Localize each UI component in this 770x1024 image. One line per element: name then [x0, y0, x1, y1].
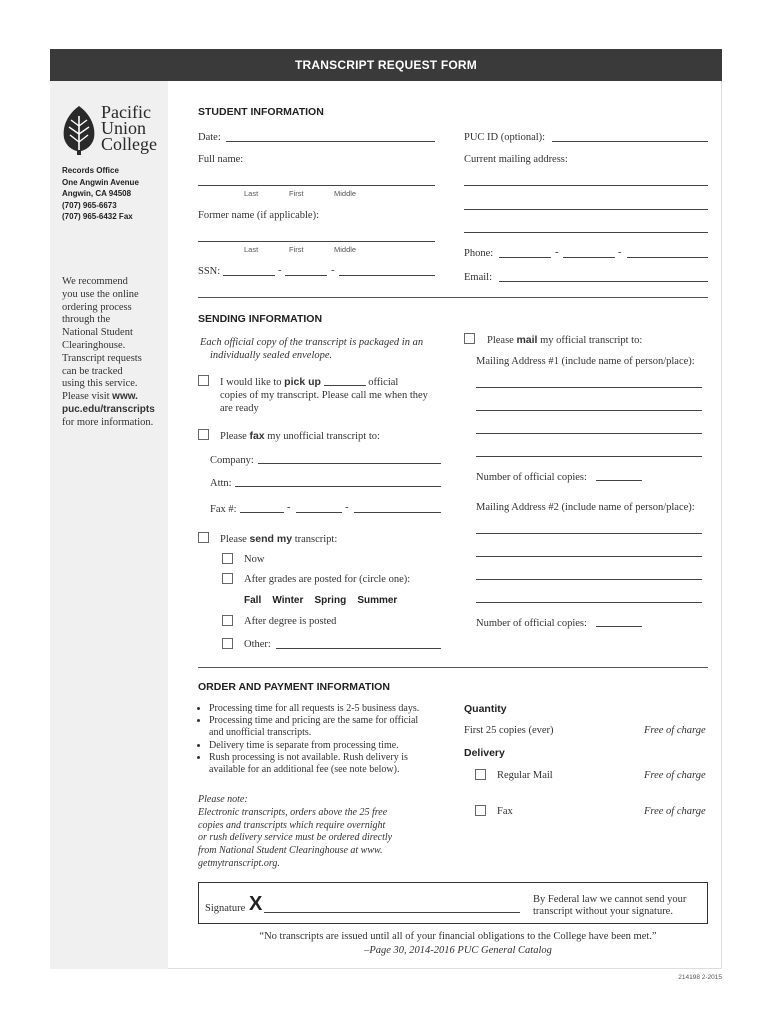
email-label: Email: [464, 272, 492, 283]
attn-field[interactable] [235, 486, 441, 487]
federal-law-note: By Federal law we cannot send your transcript without your signature. [533, 894, 687, 917]
phone-label: Phone: [464, 248, 494, 259]
date-label: Date: [198, 132, 221, 143]
mail-text: Please mail my official transcript to: [487, 334, 643, 346]
name-first-caption: First [289, 189, 304, 198]
phone-field-2[interactable] [563, 257, 615, 258]
copies-2-label: Number of official copies: [476, 618, 587, 629]
copies-1-field[interactable] [596, 480, 642, 481]
now-checkbox[interactable] [222, 553, 233, 564]
envelope-note: Each official copy of the transcript is packaged in an individually sealed envelope. [200, 337, 424, 361]
quantity-heading: Quantity [464, 703, 507, 715]
mailing-address-1-line-1[interactable] [476, 387, 702, 388]
mailing-address-1-line-3[interactable] [476, 433, 702, 434]
company-field[interactable] [258, 463, 441, 464]
order-bullets [198, 703, 453, 776]
bullet-item: • Processing time for all requests is 2-5 business days. [209, 703, 453, 715]
free-of-charge-mail: Free of charge [644, 770, 706, 781]
logo-line-1: Pacific [101, 102, 151, 122]
logo-line-2: Union [101, 118, 146, 138]
fax-number-field-1[interactable] [240, 512, 284, 513]
ssn-field-2[interactable] [285, 275, 327, 276]
fax-number-label: Fax #: [210, 504, 237, 515]
mail-checkbox[interactable] [464, 333, 475, 344]
attn-label: Attn: [210, 478, 232, 489]
regular-mail-checkbox[interactable] [475, 769, 486, 780]
link-transcripts[interactable]: puc.edu/transcripts [62, 403, 155, 415]
mailing-address-2-label: Mailing Address #2 (include name of person/place): [476, 502, 695, 513]
financial-obligation-quote: “No transcripts are issued until all of your financial obligations to the College have been met.” [259, 931, 657, 942]
fax-dash-1: - [287, 502, 291, 513]
delivery-heading: Delivery [464, 747, 505, 759]
other-field[interactable] [276, 648, 441, 649]
term-winter[interactable]: Winter [272, 595, 304, 606]
after-grades-label: After grades are posted for (circle one): [244, 574, 411, 585]
mailing-address-line-2[interactable] [464, 209, 708, 210]
pickup-copies-field[interactable] [324, 385, 366, 386]
mailing-address-2-line-4[interactable] [476, 602, 702, 603]
bullet-item: • Processing time and pricing are the same for official and unofficial transcripts. [209, 715, 453, 739]
other-label: Other: [244, 639, 271, 650]
send-checkbox[interactable] [198, 532, 209, 543]
college-logo [60, 104, 170, 159]
mailing-address-1-label: Mailing Address #1 (include name of person/place): [476, 356, 695, 367]
phone-field-3[interactable] [627, 257, 708, 258]
puc-id-label: PUC ID (optional): [464, 132, 546, 143]
free-of-charge-copies: Free of charge [644, 725, 706, 736]
after-degree-checkbox[interactable] [222, 615, 233, 626]
after-grades-checkbox[interactable] [222, 573, 233, 584]
name-last-caption: Last [244, 189, 259, 198]
email-field[interactable] [499, 281, 708, 282]
term-summer[interactable]: Summer [357, 595, 398, 606]
first-25-label: First 25 copies (ever) [464, 725, 554, 736]
term-spring[interactable]: Spring [314, 595, 347, 606]
mailing-address-line-1[interactable] [464, 185, 708, 186]
sending-info-title: SENDING INFORMATION [198, 313, 323, 325]
regular-mail-label: Regular Mail [497, 770, 553, 781]
copies-1-label: Number of official copies: [476, 472, 587, 483]
fax-delivery-label: Fax [497, 806, 513, 817]
mailing-address-line-3[interactable] [464, 232, 708, 233]
tree-leaf-icon [60, 104, 98, 156]
form-code: 214198 2-2015 [678, 974, 722, 981]
bullet-item: • Rush processing is not available. Rush delivery is available for an additional fee (see note below). [209, 752, 453, 776]
quote-source: –Page 30, 2014-2016 PUC General Catalog [364, 945, 552, 956]
former-name-label: Former name (if applicable): [198, 210, 319, 221]
form-title: TRANSCRIPT REQUEST FORM [50, 49, 722, 81]
ssn-field-1[interactable] [223, 275, 275, 276]
fax-number-field-3[interactable] [354, 512, 441, 513]
mailing-address-label: Current mailing address: [464, 154, 568, 165]
send-text: Please send my transcript: [220, 533, 338, 545]
after-degree-label: After degree is posted [244, 616, 337, 627]
section-divider-2 [198, 667, 708, 668]
fax-text: Please fax my unofficial transcript to: [220, 430, 380, 442]
online-ordering-recommendation: We recommend you use the online ordering process through the National Student Clearinghouse. Transcript requests can be tracked using this service. Please visit www. puc.edu/transcripts for more information. [62, 276, 166, 430]
now-label: Now [244, 554, 265, 565]
former-last-caption: Last [244, 245, 259, 254]
name-middle-caption: Middle [334, 189, 357, 198]
phone-field-1[interactable] [499, 257, 551, 258]
ssn-dash-2: - [331, 265, 335, 276]
pickup-text: I would like to pick up official copies of my transcript. Please call me when they are ready [220, 376, 428, 414]
term-options [244, 595, 397, 606]
term-fall[interactable]: Fall [244, 595, 262, 606]
mailing-address-2-line-3[interactable] [476, 579, 702, 580]
link-www[interactable]: www. [112, 391, 138, 403]
mailing-address-2-line-1[interactable] [476, 533, 702, 534]
former-middle-caption: Middle [334, 245, 357, 254]
please-note: Please note: Electronic transcripts, orders above the 25 free copies and transcripts which require overnight or rush delivery service must be ordered directly from National Student Clearinghouse at www. getmytranscript.org. [198, 794, 393, 869]
signature-label: Signature [205, 903, 246, 914]
free-of-charge-fax: Free of charge [644, 806, 706, 817]
mailing-address-2-line-2[interactable] [476, 556, 702, 557]
fax-delivery-checkbox[interactable] [475, 805, 486, 816]
fax-dash-2: - [345, 502, 349, 513]
puc-id-field[interactable] [552, 141, 708, 142]
signature-field[interactable] [264, 912, 520, 913]
mailing-address-1-line-2[interactable] [476, 410, 702, 411]
other-checkbox[interactable] [222, 638, 233, 649]
bullet-item: • Delivery time is separate from processing time. [209, 740, 453, 752]
pickup-checkbox[interactable] [198, 375, 209, 386]
full-name-label: Full name: [198, 154, 244, 165]
records-office-address: Records Office One Angwin Avenue Angwin, CA 94508 (707) 965-6673 (707) 965-6432 Fax [62, 166, 139, 221]
phone-dash-2: - [618, 247, 622, 258]
order-info-title: ORDER AND PAYMENT INFORMATION [198, 681, 390, 693]
fax-checkbox[interactable] [198, 429, 209, 440]
company-label: Company: [210, 455, 254, 466]
former-first-caption: First [289, 245, 304, 254]
ssn-field-3[interactable] [339, 275, 435, 276]
mailing-address-1-line-4[interactable] [476, 456, 702, 457]
copies-2-field[interactable] [596, 626, 642, 627]
former-name-field[interactable] [198, 241, 435, 242]
phone-dash-1: - [555, 247, 559, 258]
signature-x: X [249, 893, 263, 915]
student-info-title: STUDENT INFORMATION [198, 106, 324, 118]
ssn-label: SSN: [198, 266, 221, 277]
logo-line-3: College [101, 134, 157, 154]
fax-number-field-2[interactable] [296, 512, 342, 513]
ssn-dash-1: - [278, 265, 282, 276]
date-field[interactable] [226, 141, 435, 142]
section-divider-1 [198, 297, 708, 298]
full-name-field[interactable] [198, 185, 435, 186]
